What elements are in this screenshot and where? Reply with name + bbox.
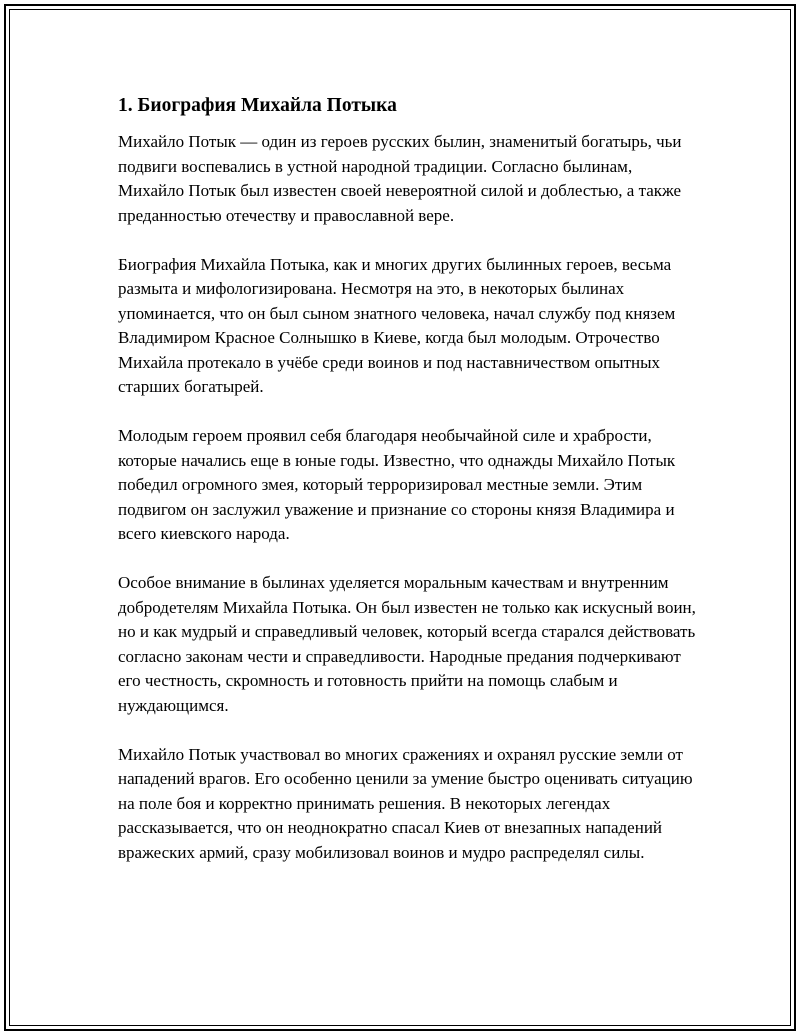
section-heading: 1. Биография Михайла Потыка	[118, 95, 397, 116]
paragraph-2: Биография Михайла Потыка, как и многих других былинных героев, весьма размыта и мифологизирована. Несмотря на это, в некоторых былинах упоминается, что он был сыном знатного человека, начал службу под князем Владимиром Красное Солнышко в Киеве, когда был молодым. Отрочество Михайла протекало в учёбе среди воинов и под наставничеством опытных старших богатырей.	[118, 254, 676, 396]
paragraph-1: Михайло Потык — один из героев русских былин, знаменитый богатырь, чьи подвиги воспевались в устной народной традиции. Согласно былинам, Михайло Потык был известен своей невероятной силой и доблестью, а также преданностью отечеству и православной вере.	[118, 132, 682, 225]
paragraph-4: Особое внимание в былинах уделяется моральным качествам и внутренним добродетелям Михайла Потыка. Он был известен не только как искусный воин, но и как мудрый и справедливый человек, который всегда старался действовать согласно законам чести и справедливости. Народные предания подчеркивают его честность, скромность и готовность прийти на помощь слабым и нуждающимся.	[118, 573, 696, 715]
document-body	[118, 92, 698, 890]
paragraph-3: Молодым героем проявил себя благодаря необычайной силе и храбрости, которые начались еще в юные годы. Известно, что однажды Михайло Потык победил огромного змея, который терроризировал местные земли. Этим подвигом он заслужил уважение и признание со стороны князя Владимира и всего киевского народа.	[118, 426, 676, 543]
paragraph-5: Михайло Потык участвовал во многих сражениях и охранял русские земли от нападений врагов. Его особенно ценили за умение быстро оценивать ситуацию на поле боя и корректно принимать решения. В некоторых легендах рассказывается, что он неоднократно спасал Киев от внезапных нападений вражеских армий, сразу мобилизовал воинов и мудро распределял силы.	[118, 744, 693, 862]
